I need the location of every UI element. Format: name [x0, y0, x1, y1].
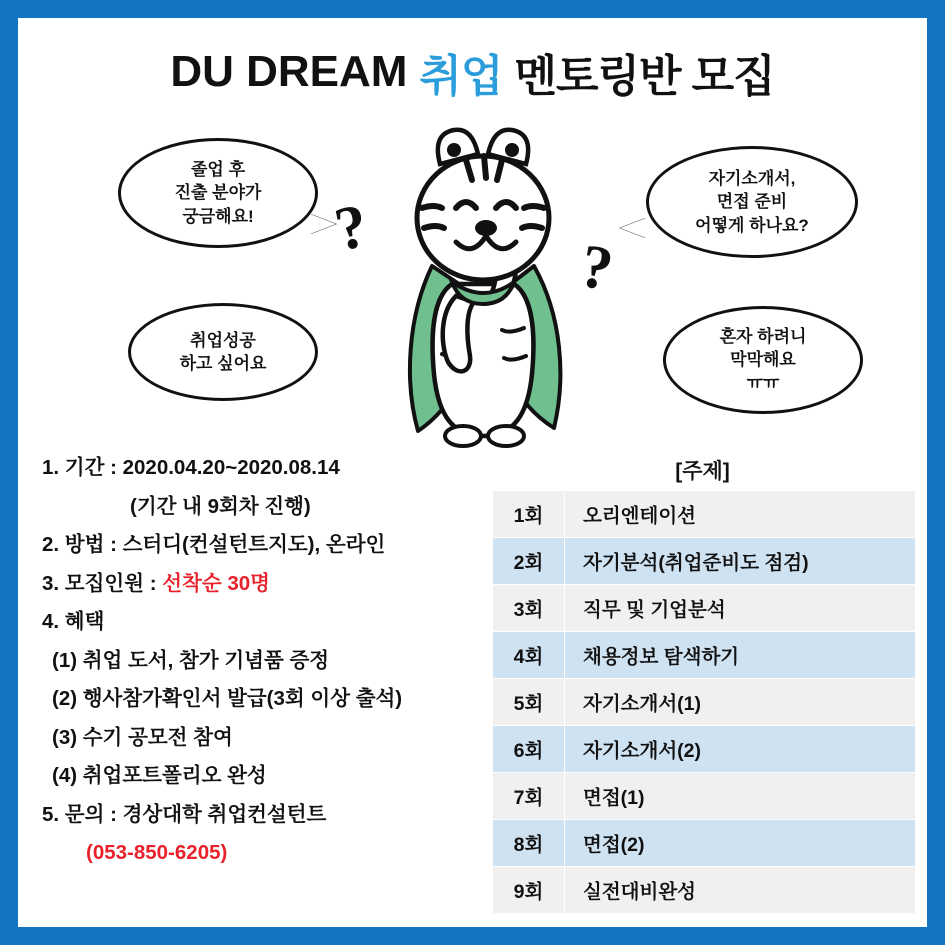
session-topic: 오리엔테이션	[565, 491, 916, 538]
info-benefit-1: (1) 취업 도서, 참가 기념품 증정	[52, 648, 330, 672]
bubble-line: 막막해요	[730, 350, 796, 370]
session-topic: 면접(2)	[565, 820, 916, 867]
table-row	[493, 773, 916, 820]
session-no: 8회	[493, 820, 565, 867]
bubble-line: 졸업 후	[191, 159, 245, 179]
table-row	[493, 867, 916, 914]
session-no: 2회	[493, 538, 565, 585]
session-topic: 자기분석(취업준비도 점검)	[565, 538, 916, 585]
info-benefit-2: (2) 행사참가확인서 발급(3회 이상 출석)	[52, 687, 403, 710]
title-accent: 취업	[419, 52, 503, 101]
info-contact: 5. 문의 : 경상대학 취업컨설턴트	[42, 802, 327, 826]
session-topic: 자기소개서(1)	[565, 679, 916, 726]
bubble-line: 취업성공	[190, 330, 256, 350]
bubble-line: ㅠㅠ	[746, 373, 780, 393]
bubble-line: 하고 싶어요	[179, 354, 267, 373]
page-title	[18, 40, 927, 104]
bubble-line: 궁금해요!	[182, 206, 254, 226]
session-no: 1회	[493, 491, 565, 538]
session-topic: 자기소개서(2)	[565, 726, 916, 773]
bubble-bottom-left	[128, 303, 318, 401]
info-capacity-value: 선착순 30명	[162, 571, 270, 595]
info-period-note: (기간 내 9회차 진행)	[130, 494, 311, 518]
session-no: 6회	[493, 726, 565, 773]
info-capacity	[42, 571, 482, 595]
session-topic: 면접(1)	[565, 773, 916, 820]
table-row	[493, 632, 916, 679]
bubble-line: 혼자 하려니	[719, 326, 807, 346]
bubble-top-right	[646, 146, 858, 258]
bubble-tail-icon	[620, 218, 646, 238]
table-row	[493, 491, 916, 538]
info-benefit-3: (3) 수기 공모전 참여	[52, 725, 233, 749]
topic-heading: [주제]	[675, 460, 730, 483]
table-row	[493, 679, 916, 726]
bubble-top-left	[118, 138, 318, 248]
poster-inner	[18, 18, 927, 927]
table-row	[493, 585, 916, 632]
table-row	[493, 820, 916, 867]
session-no: 5회	[493, 679, 565, 726]
bubble-line: 어떻게 하나요?	[695, 215, 809, 235]
table-row	[493, 726, 916, 773]
question-mark-icon: ?	[329, 191, 374, 265]
info-benefit-4: (4) 취업포트폴리오 완성	[52, 764, 267, 787]
info-list	[42, 458, 482, 882]
bubble-line: 진출 분야가	[174, 183, 262, 203]
topic-table	[492, 490, 916, 914]
title-part1: DU DREAM	[170, 47, 408, 96]
info-capacity-label: 3. 모집인원 :	[42, 571, 163, 595]
session-topic: 채용정보 탐색하기	[565, 632, 916, 679]
session-no: 3회	[493, 585, 565, 632]
question-mark-icon: ?	[575, 231, 618, 305]
session-no: 7회	[493, 773, 565, 820]
session-no: 4회	[493, 632, 565, 679]
title-part2: 멘토링반 모집	[514, 52, 775, 101]
info-phone: (053-850-6205)	[86, 841, 228, 864]
info-benefits-heading: 4. 혜택	[42, 610, 105, 633]
bubble-line: 자기소개서,	[708, 168, 796, 188]
session-topic: 실전대비완성	[565, 867, 916, 914]
info-method: 2. 방법 : 스터디(컨설턴트지도), 온라인	[42, 533, 386, 556]
table-row	[493, 538, 916, 585]
session-no: 9회	[493, 867, 565, 914]
bubble-bottom-right	[663, 306, 863, 414]
tiger-mascot-illustration	[348, 116, 618, 456]
info-period: 1. 기간 : 2020.04.20~2020.08.14	[42, 456, 340, 479]
session-topic: 직무 및 기업분석	[565, 585, 916, 632]
bubble-line: 면접 준비	[716, 192, 788, 212]
bubble-tail-icon	[310, 214, 336, 234]
